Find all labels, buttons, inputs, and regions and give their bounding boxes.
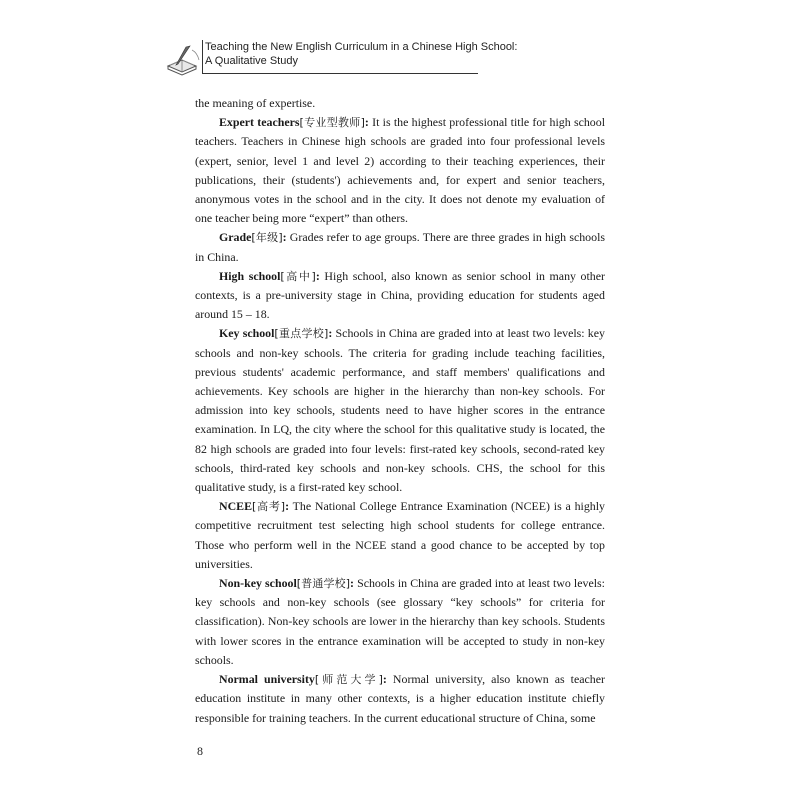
header-vertical-rule [202, 40, 203, 74]
entry-definition: It is the highest professional title for high school teachers. Teachers in Chinese high schools are graded into four professional levels (expert, senior, level 1 and level 2) according to their teaching experiences, their publications, their (students') achievements and, for expert and senior teachers, anonymous votes in the school and in the city. It does not denote my evaluation of one teacher being more “expert” than others. [195, 115, 606, 226]
book-pen-icon [166, 44, 202, 76]
entry-term: Key school [219, 326, 275, 341]
glossary-entry-ncee: NCEE[高考]: The National College Entrance Examination (NCEE) is a highly competitive recruitment test selecting high school students for college entrance. Those who perform well in the NCEE stand a good chance to be accepted by top universities. [195, 499, 605, 571]
entry-definition: Grades refer to age groups. There are three grades in high schools in China. [195, 230, 605, 264]
entry-term: Grade [219, 230, 252, 245]
running-head-line-1: Teaching the New English Curriculum in a Chinese High School: [205, 41, 518, 53]
running-header [166, 36, 518, 80]
entry-definition: Schools in China are graded into at least two levels: key schools and non-key schools. The criteria for grading include teaching facilities, previous students' academic performance, and staff members' qualifications and achievements. Key schools are higher in the hierarchy than non-key schools. For admission into key schools, students need to have higher scores in the entrance examination. In LQ, the city where the school for this qualitative study is located, the 82 high schools are graded into four levels: first-rated key schools, second-rated key schools, third-rated key schools and non-key schools. CHS, the school for this qualitative study, is a first-rated key school. [195, 326, 605, 495]
header-horizontal-rule [202, 73, 478, 74]
entry-chinese: [高中] [280, 269, 316, 283]
glossary-entry-expert-teachers: Expert teachers[专业型教师]: It is the highest professional title for high school teachers. Teachers in Chinese high schools are graded into four professional levels (expert, senior, level 1 and level 2) according to their teaching experiences, their publications, their (students') achievements and, for expert and senior teachers, anonymous votes in the school and in the city. It does not denote my evaluation of one teacher being more “expert” than others. [195, 115, 606, 226]
running-head-title [205, 40, 518, 68]
entry-chinese: [高考] [252, 500, 286, 514]
entry-chinese: [年级] [251, 231, 283, 245]
entry-definition: Normal university, also known as teacher education institute in many other contexts, is a higher education institute chiefly responsible for training teachers. In the current educational structure of China, some [195, 672, 605, 725]
entry-chinese: [重点学校] [274, 327, 329, 341]
entry-term: Non-key school [219, 576, 297, 591]
entry-definition: The National College Entrance Examination (NCEE) is a highly competitive recruitment test selecting high school students for college entrance. Those who perform well in the NCEE stand a good chance to be accepted by top universities. [195, 499, 605, 571]
glossary-entry-grade: Grade[年级]: Grades refer to age groups. There are three grades in high schools in China. [195, 230, 605, 264]
glossary-entry-non-key-school: Non-key school[普通学校]: Schools in China are graded into at least two levels: key schools and non-key schools (see glossary “key schools” for criteria for classification). Non-key schools are lower in the hierarchy than key schools. Students with lower scores in the entrance examination will be accepted to study in non-key schools. [195, 576, 605, 667]
entry-term: Normal university [219, 672, 315, 687]
glossary-entry-high-school: High school[高中]: High school, also known as senior school in many other contexts, is a pre-university stage in China, providing education for students aged around 15 – 18. [195, 268, 605, 322]
entry-chinese: [师范大学] [314, 673, 383, 687]
entry-chinese: [专业型教师] [299, 116, 365, 130]
glossary-entry-key-school: Key school[重点学校]: Schools in China are graded into at least two levels: key schools and non-key schools. The criteria for grading include teaching facilities, previous students' academic performance, and staff members' qualifications and achievements. Key schools are higher in the hierarchy than non-key schools. For admission into key schools, students need to have higher scores in the entrance examination. In LQ, the city where the school for this qualitative study is located, the 82 high schools are graded into four levels: first-rated key schools, second-rated key schools, third-rated key schools and non-key schools. CHS, the school for this qualitative study, is a first-rated key school. [195, 326, 605, 495]
opening-line: the meaning of expertise. [195, 96, 316, 110]
entry-term: NCEE [219, 499, 253, 514]
entry-definition: Schools in China are graded into at least two levels: key schools and non-key schools (see glossary “key schools” for criteria for classification). Non-key schools are lower in the hierarchy than key schools. Students with lower scores in the entrance examination will be accepted to study in non-key schools. [195, 576, 605, 667]
entry-chinese: [普通学校] [296, 577, 351, 591]
running-head-line-2: A Qualitative Study [205, 55, 298, 67]
page-number: 8 [197, 744, 203, 758]
entry-term: Expert teachers [219, 115, 300, 130]
glossary-text [195, 94, 605, 728]
entry-term: High school [219, 268, 281, 283]
glossary-entry-normal-university: Normal university[师范大学]: Normal university, also known as teacher education institute in many other contexts, is a higher education institute chiefly responsible for training teachers. In the current educational structure of China, some [195, 672, 605, 725]
entry-definition: High school, also known as senior school in many other contexts, is a pre-university stage in China, providing education for students aged around 15 – 18. [195, 268, 605, 322]
